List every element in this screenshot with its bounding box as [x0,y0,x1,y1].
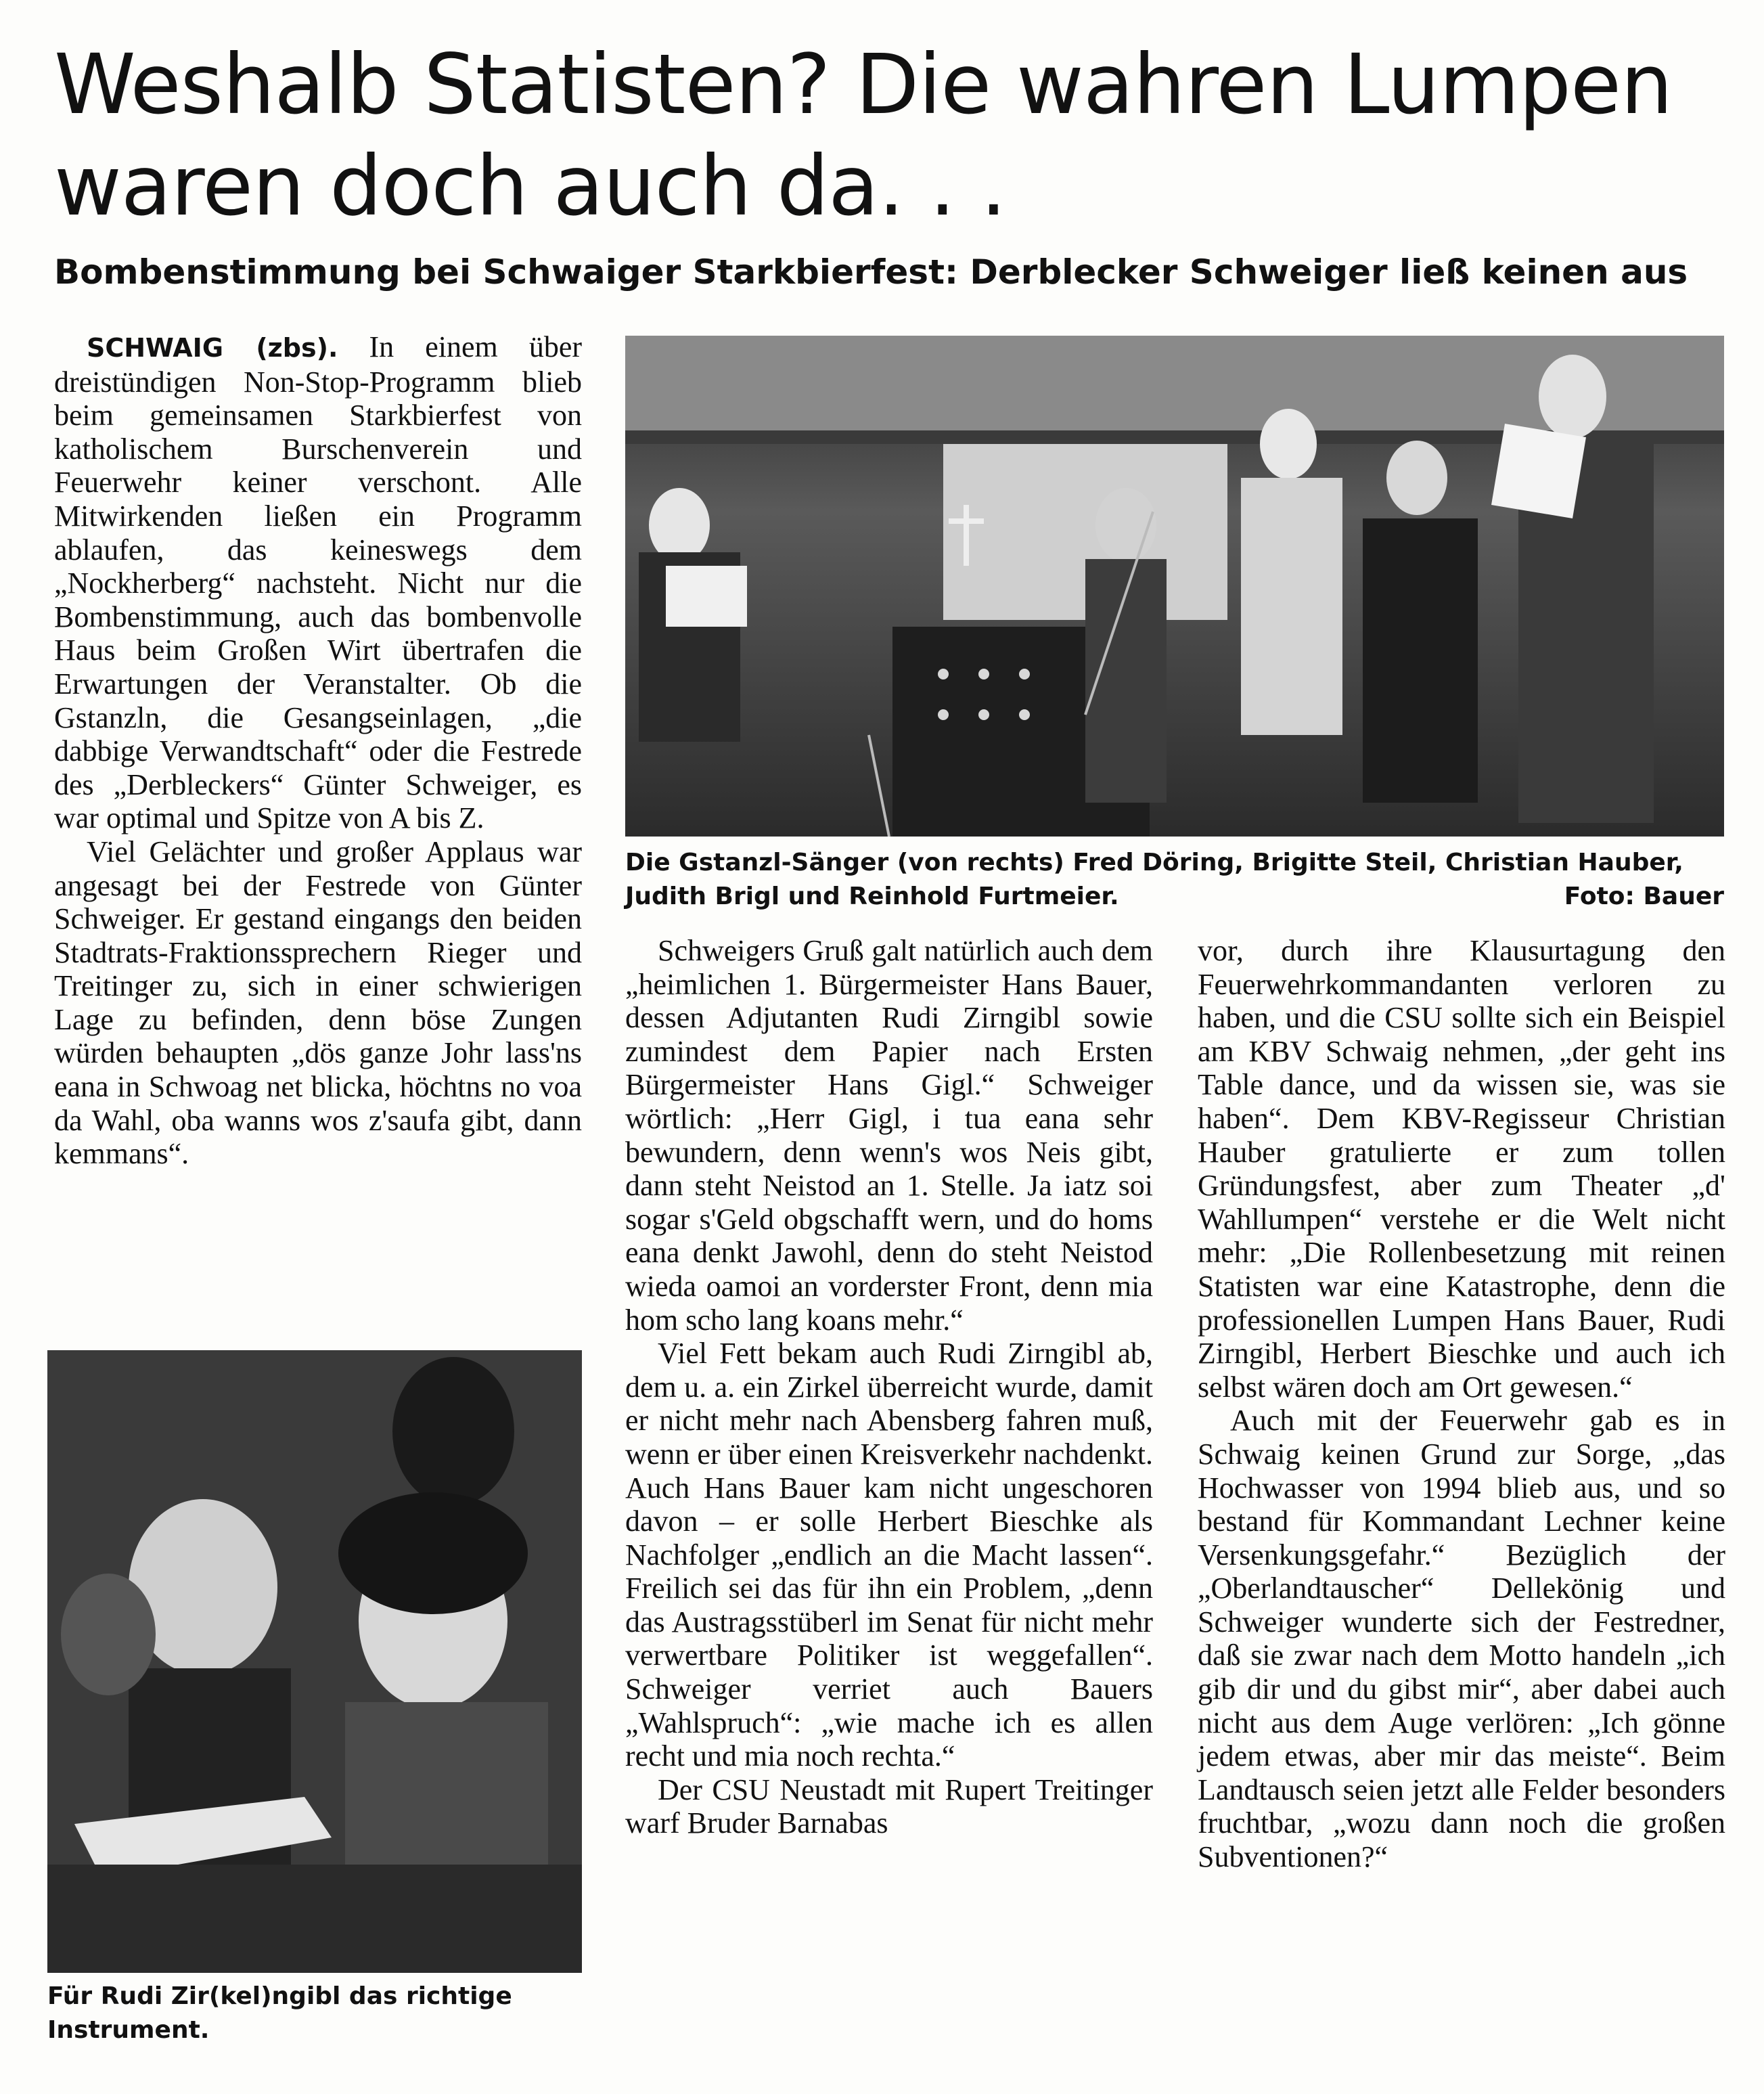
photo-zirngibl-image [47,1350,582,1973]
subheadline: Bombenstimmung bei Schwaiger Starkbierfest: Derblecker Schweiger ließ keinen aus [54,252,1688,292]
photo-singers [625,336,1724,837]
article-paragraph: Schweigers Gruß galt natürlich auch dem „heimlichen 1. Bürgermeister Hans Bauer, dessen Adjutanten Rudi Zirngibl sowie zumindest dem Papier nach Ersten Bürgermeister Hans Gigl.“ Schweiger wörtlich: „Herr Gigl, i tua eana sehr bewundern, denn wenn's wos Neis gibt, dann steht Neistod an 1. Stelle. Ja iatz soi sogar s'Geld obgschafft wern, und do homs eana denkt Jawohl, denn do steht Neistod wieda oamoi an vorderster Front, denn mia hom scho lang koans mehr.“ [625,934,1153,1337]
article-paragraph: Viel Gelächter und großer Applaus war angesagt bei der Festrede von Günter Schweiger. Er gestand eingangs den beiden Stadtrats-Fraktionssprechern Rieger und Treitinger zu, sich in einer schwierigen Lage zu befinden, denn böse Zungen würden behaupten „dös ganze Johr lass'ns eana in Schwoag net blicka, höchtns no voa da Wahl, oba wanns wos z'saufa gibt, dann kemmans“. [54,834,582,1171]
article-paragraph: Auch mit der Feuerwehr gab es in Schwaig keinen Grund zur Sorge, „das Hochwasser von 1994 blieb aus, und so bestand für Kommandant Lechner keine Versenkungsgefahr.“ Bezüglich der „Oberlandtauscher“ Dellekönig und Schweiger wunderte sich der Festredner, daß sie zwar nach dem Motto handeln „ich gib dir und du gibst mir“, aber dabei auch nicht aus dem Auge verlören: „Ich gönne jedem etwas, aber mir das meiste“. Beim Landtausch seien jetzt alle Felder besonders fruchtbar, „wozu dann noch die großen Subventionen?“ [1198,1404,1725,1874]
photo-zirngibl [47,1350,582,1973]
paragraph-text: In einem über dreistündigen Non-Stop-Programm blieb beim gemeinsamen Starkbierfest von katholischem Burschenverein und Feuerwehr keiner verschont. Alle Mitwirkenden ließen ein Programm ablaufen, das keineswegs dem „Nockherberg“ nachsteht. Nicht nur die Bombenstimmung, auch das bombenvolle Haus beim Großen Wirt übertrafen die Erwartungen der Veranstalter. Ob die Gstanzln, die Gesangseinlagen, „die dabbige Verwandtschaft“ oder die Festrede des „Derbleckers“ Günter Schweiger, es war optimal und Spitze von A bis Z. [54,330,582,835]
article-column-3 [1198,934,1725,1874]
dateline: SCHWAIG (zbs). [87,333,338,363]
headline: Weshalb Statisten? Die wahren Lumpen waren doch auch da. . . [54,37,1673,234]
photo-singers-image [625,336,1724,837]
article-paragraph [54,330,582,835]
photo-singers-caption: Die Gstanzl-Sänger (von rechts) Fred Döring, Brigitte Steil, Christian Hauber, Judith Brigl und Reinhold Furtmeier. [625,849,1683,910]
photo-zirngibl-caption: Für Rudi Zir(kel)ngibl das richtige Instrument. [47,1982,512,2044]
article-column-1 [54,330,582,1171]
article-paragraph: Viel Fett bekam auch Rudi Zirngibl ab, dem u. a. ein Zirkel überreicht wurde, damit er nicht mehr nach Abensberg fahren muß, wenn er über einen Kreisverkehr nachdenkt. Auch Hans Bauer kam nicht ungeschoren davon – er solle Herbert Bieschke als Nachfolger „endlich an die Macht lassen“. Freilich sei das für ihn ein Problem, „denn das Austragsstüberl im Senat für nicht mehr verwertbare Politiker ist weggefallen“. Schweiger verriet auch Bauers „Wahlspruch“: „wie mache ich es allen recht und mia noch rechta.“ [625,1337,1153,1773]
article-paragraph: vor, durch ihre Klausurtagung den Feuerwehrkommandanten verloren zu haben, und die CSU sollte sich ein Beispiel am KBV Schwaig nehmen, „der geht ins Table dance, und da wissen sie, was sie haben“. Dem KBV-Regisseur Christian Hauber gratulierte er zum tollen Gründungsfest, aber zum Theater „d' Wahllumpen“ verstehe er die Welt nicht mehr: „Die Rollenbesetzung mit reinen Statisten war eine Katastrophe, denn die professionellen Lumpen Hans Bauer, Rudi Zirngibl, Herbert Bieschke und auch ich selbst wären doch am Ort gewesen.“ [1198,934,1725,1404]
photo-credit: Foto: Bauer [1564,883,1724,910]
article-paragraph: Der CSU Neustadt mit Rupert Treitinger warf Bruder Barnabas [625,1773,1153,1840]
article-column-2 [625,934,1153,1840]
photo-zirngibl-caption-block [47,1980,582,2047]
photo-singers-caption-block [625,846,1724,914]
